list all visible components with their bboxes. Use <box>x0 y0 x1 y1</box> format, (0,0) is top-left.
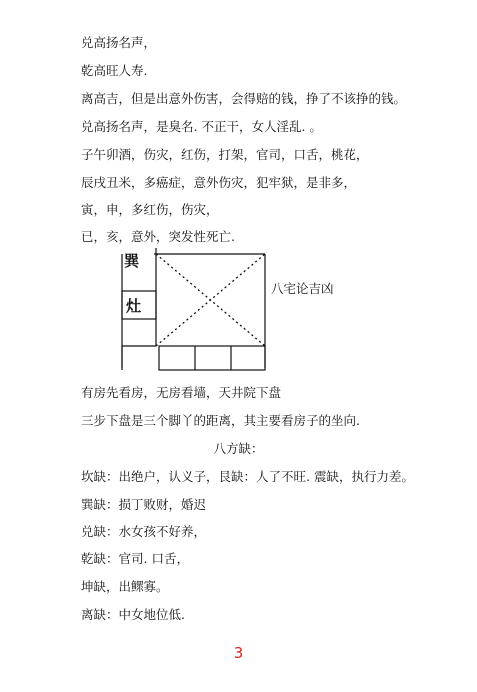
text-line: 已，亥，意外，突发性死亡. <box>81 229 235 244</box>
text-line: 坎缺：出绝户，认义子，艮缺：人了不旺. 震缺，执行力差。 <box>81 469 414 484</box>
diagram-caption: 八宅论吉凶 <box>271 281 334 296</box>
bottom-rooms <box>159 346 265 370</box>
text-line: 乾高旺人寿. <box>81 63 148 78</box>
text-line: 离高吉，但是出意外伤害，会得赔的钱，挣了不该挣的钱。 <box>81 91 407 106</box>
stove-label: 灶 <box>126 297 142 315</box>
text-line: 寅，申，多红伤，伤灾， <box>81 202 219 217</box>
xun-label: 巽 <box>124 252 140 270</box>
text-line: 子午卯酒，伤灾，红伤，打架，官司，口舌，桃花， <box>81 147 369 162</box>
text-line: 坤缺，出鳏寡。 <box>81 579 169 594</box>
section-heading: 八方缺： <box>213 441 264 456</box>
page-number: 3 <box>233 644 244 662</box>
text-line: 有房先看房，无房看墙，天井院下盘 <box>81 385 282 400</box>
text-line: 三步下盘是三个脚丫的距离，其主要看房子的坐向. <box>81 413 360 428</box>
text-line: 兑缺：水女孩不好养， <box>81 524 207 539</box>
text-line: 辰戌丑米，多癌症，意外伤灾，犯牢狱，是非多， <box>81 175 357 190</box>
text-line: 离缺：中女地位低. <box>81 607 185 622</box>
text-line: 兑高扬名声， <box>81 35 157 50</box>
text-line: 乾缺：官司. 口舌， <box>81 551 189 566</box>
text-line: 巽缺：损丁败财，婚迟 <box>81 497 207 512</box>
text-line: 兑高扬名声，是臭名. 不正干，女人淫乱. 。 <box>81 119 322 134</box>
house-diagram <box>119 248 269 373</box>
